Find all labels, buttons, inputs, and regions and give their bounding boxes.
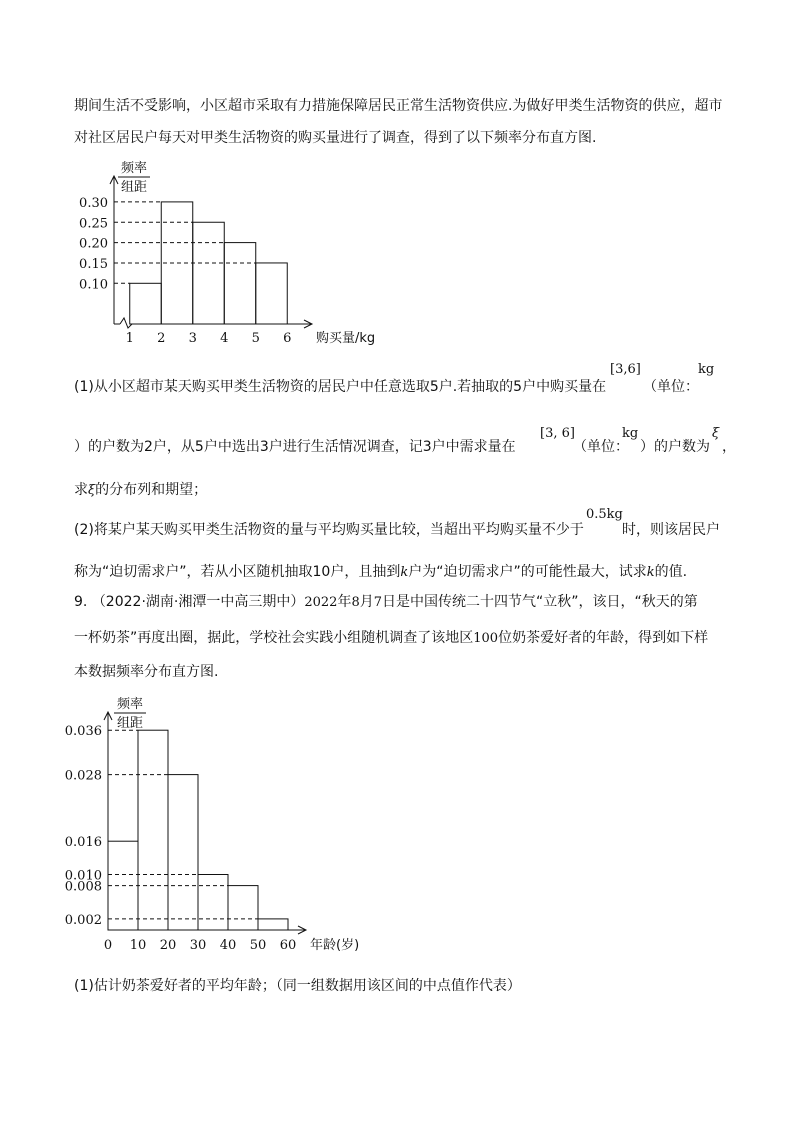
- x-tick-label: 0: [103, 938, 113, 953]
- q2-text-b: 时，则该居民户: [622, 522, 720, 538]
- y-tick-label: 0.028: [64, 768, 102, 784]
- q2-k1: k: [400, 565, 409, 580]
- bar: [193, 222, 225, 324]
- y-tick-label: 0.25: [79, 216, 108, 232]
- p9-rest-1: 日是中国传统二十四节气“立秋”，该日，“秋天的第: [382, 594, 698, 610]
- y-tick-label: 0.008: [64, 879, 102, 895]
- intro-line-2: 对社区居民户每天对甲类生活物资的购买量进行了调查，得到了以下频率分布直方图.: [74, 130, 597, 146]
- q2-text-d: 户为“迫切需求户”的可能性最大，试求: [408, 564, 647, 580]
- q1-xi-2: ξ: [88, 483, 96, 498]
- q1-interval-2: [3, 6]: [540, 426, 575, 441]
- q1-text-a: (1)从小区超市某天购买甲类生活物资的居民户中任意选取5户.若抽取的5户中购买量在: [74, 379, 607, 395]
- p9-line-2b: 位奶茶爱好者的年龄，得到如下样: [498, 630, 709, 646]
- q1-unit-label: （单位：: [643, 379, 699, 395]
- p9-month: 8: [351, 595, 360, 610]
- p9-yue: 月: [359, 594, 374, 610]
- x-axis-label: 购买量/kg: [316, 331, 376, 346]
- x-tick-label: 5: [251, 331, 260, 346]
- p9-source: （2022·湖南·湘潭一中高三期中）: [91, 594, 305, 610]
- q2-amount: 0.5kg: [586, 507, 623, 522]
- y-label-top: 频率: [120, 161, 148, 176]
- p9-line-2a: 一杯奶茶”再度出圈，据此，学校社会实践小组随机调查了该地区: [74, 630, 474, 646]
- q1-text-b: ）的户数为2户，从5户中选出3户进行生活情况调查，记3户中需求量在: [74, 439, 516, 455]
- x-tick-label: 3: [188, 331, 197, 346]
- bar: [228, 886, 258, 930]
- y-tick-label: 0.002: [64, 912, 102, 928]
- p9-line-1: [74, 592, 698, 613]
- q1-comma: ，: [722, 439, 736, 455]
- x-tick-label: 4: [220, 331, 229, 346]
- p9-q1-text: (1)估计奶茶爱好者的平均年龄；（同一组数据用该区间的中点值作代表）: [74, 978, 521, 994]
- p9-line-2: [74, 628, 708, 649]
- p9-number: 9.: [74, 594, 88, 610]
- y-tick-label: 0.10: [79, 277, 108, 293]
- q1-text-d-pre: 求: [74, 482, 88, 498]
- q1-text-d-post: 的分布列和期望；: [95, 482, 208, 498]
- y-tick-label: 0.016: [64, 835, 102, 851]
- q1-unit-2: kg: [622, 426, 639, 441]
- y-label-bottom: 组距: [116, 716, 144, 731]
- histogram-age: [64, 690, 390, 960]
- y-tick-label: 0.036: [64, 724, 102, 740]
- p9-day: 7: [373, 595, 382, 610]
- x-tick-label: 2: [157, 331, 166, 346]
- q1-interval: [3,6]: [610, 362, 641, 377]
- bar: [256, 263, 288, 324]
- x-tick-label: 50: [249, 938, 267, 953]
- histogram-purchase-amount: [70, 158, 410, 348]
- p9-line-3: 本数据频率分布直方图.: [74, 664, 219, 680]
- p9-year: 2022: [304, 595, 338, 610]
- q2-k2: k: [646, 565, 655, 580]
- x-tick-label: 6: [283, 331, 292, 346]
- q2-text-a: (2)将某户某天购买甲类生活物资的量与平均购买量比较，当超出平均购买量不少于: [74, 522, 584, 538]
- intro-line-1: 期间生活不受影响，小区超市采取有力措施保障居民正常生活物资供应.为做好甲类生活物资的供应，超市: [74, 98, 723, 114]
- p9-nian: 年: [337, 594, 352, 610]
- p9-count: 100: [473, 631, 499, 646]
- bar: [224, 243, 256, 324]
- y-tick-label: 0.20: [79, 236, 108, 252]
- q2-text-c: 称为“迫切需求户”，若从小区随机抽取10户，且抽到: [74, 564, 401, 580]
- q1-unit-label-2: （单位：: [573, 439, 629, 455]
- x-axis-label: 年龄(岁): [310, 938, 360, 953]
- x-tick-label: 20: [159, 938, 177, 953]
- bar: [258, 919, 288, 930]
- x-tick-label: 40: [219, 938, 237, 953]
- x-tick-label: 60: [279, 938, 297, 953]
- y-label-bottom: 组距: [120, 180, 148, 195]
- q1-text-c: ）的户数为: [640, 439, 710, 455]
- y-tick-label: 0.30: [79, 195, 108, 211]
- q2-text-c-line: [74, 562, 687, 583]
- bar: [130, 283, 162, 324]
- y-tick-label: 0.15: [79, 256, 108, 272]
- x-tick-label: 1: [125, 331, 134, 346]
- bar: [168, 775, 198, 930]
- bar: [138, 730, 168, 930]
- y-label-top: 频率: [116, 697, 144, 712]
- q2-text-e: 的值.: [654, 564, 688, 580]
- q1-text-d: [74, 480, 207, 501]
- x-tick-label: 10: [129, 938, 147, 953]
- q1-unit: kg: [698, 362, 715, 377]
- y-tick-label: 0.010: [64, 868, 102, 884]
- x-tick-label: 30: [189, 938, 207, 953]
- q1-xi: ξ: [712, 426, 720, 441]
- bar: [198, 875, 228, 931]
